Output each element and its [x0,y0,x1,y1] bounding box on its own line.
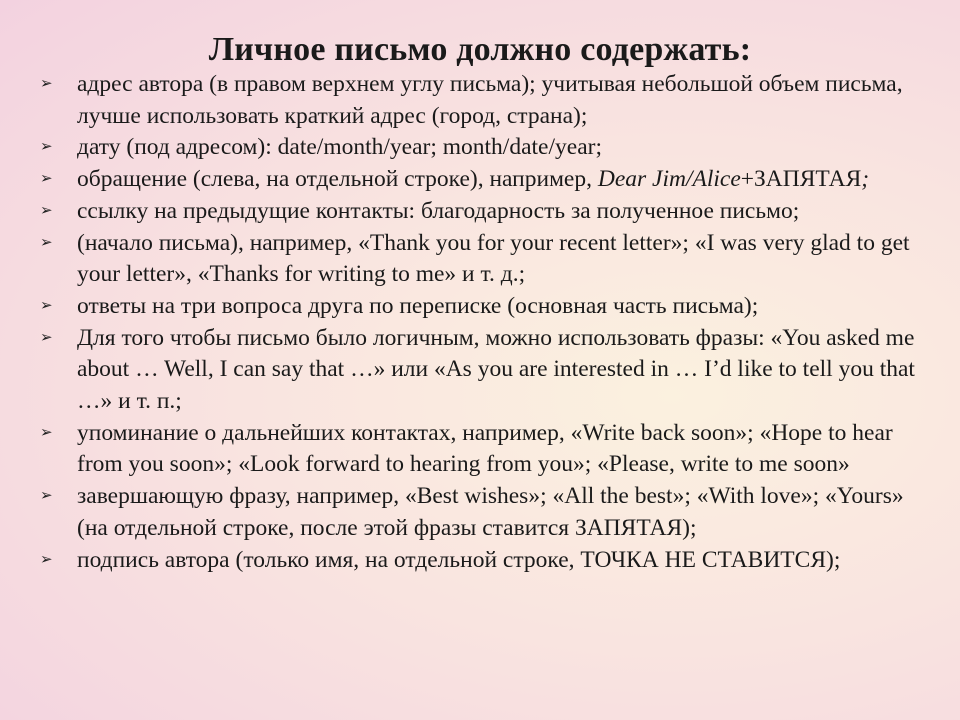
comma-note: +ЗАПЯТАЯ [740,166,862,193]
list-item-closing-phrase [40,481,920,544]
slide-title: Личное письмо должно содержать: [208,31,752,68]
arrow-bullet-icon: ➢ [40,139,53,156]
arrow-bullet-icon: ➢ [40,551,53,568]
arrow-bullet-icon: ➢ [40,234,53,251]
arrow-bullet-icon: ➢ [40,171,53,188]
list-item-text: обращение (слева, на отдельной строке), например, [77,166,598,193]
arrow-bullet-icon: ➢ [40,329,53,346]
list-item-greeting [40,164,920,196]
list-item-previous-contacts [40,196,920,228]
arrow-bullet-icon: ➢ [40,202,53,219]
greeting-semicolon: ; [861,166,870,193]
arrow-bullet-icon: ➢ [40,424,53,441]
list-item-text: упоминание о дальнейших контактах, например, «Write back soon»; «Hope to hear from you soon»; «Look forward to hearing from you»; «Please, write to me soon» [77,419,893,478]
list-item-text: ссылку на предыдущие контакты: благодарность за полученное письмо; [77,197,800,224]
arrow-bullet-icon: ➢ [40,76,53,92]
arrow-bullet-icon: ➢ [40,297,53,314]
greeting-example: Dear Jim/Alice [597,166,741,193]
requirements-list [40,69,920,576]
list-item-text: адрес автора (в правом верхнем углу письма); учитывая небольшой объем письма, лучше использовать краткий адрес (город, страна); [77,71,903,129]
list-item-text: подпись автора (только имя, на отдельной строке, ТОЧКА НЕ СТАВИТСЯ); [77,546,841,573]
list-item-signature [40,545,920,577]
list-item-date [40,132,920,164]
list-item-linking-phrases [40,323,920,418]
list-item-text: завершающую фразу, например, «Best wishes»; «All the best»; «With love»; «Yours» (на отдельной строке, после этой фразы ставится ЗАПЯТАЯ); [77,483,904,541]
list-item-answers [40,291,920,323]
list-item-text: Для того чтобы письмо было логичным, можно использовать фразы: «You asked me about … Well, I can say that …» или «As you are interested in … I’d like to tell you that …» и т. п.; [77,324,915,415]
list-item-text: ответы на три вопроса друга по переписке (основная часть письма); [77,292,759,319]
list-item-text: дату (под адресом): date/month/year; month/date/year; [77,134,602,161]
list-item-text: (начало письма), например, «Thank you for your recent letter»; «I was very glad to get your letter», «Thanks for writing to me» и т. д.; [77,229,910,288]
list-item-opening [40,228,920,291]
arrow-bullet-icon: ➢ [40,488,53,505]
list-item-further-contacts [40,418,920,481]
list-item-address [40,69,920,132]
